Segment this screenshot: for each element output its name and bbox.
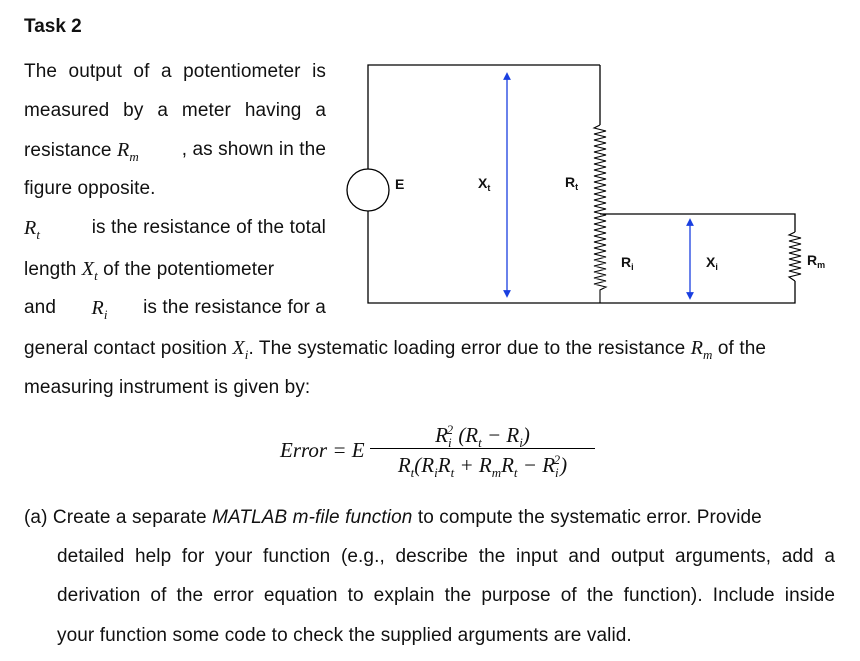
- text: t: [487, 183, 491, 193]
- math-X: X: [81, 258, 95, 280]
- math-R: R: [91, 297, 104, 319]
- math-sub: i: [244, 347, 249, 362]
- math-sub: t: [36, 227, 41, 242]
- text: to compute the systematic error. Provide: [412, 507, 762, 528]
- text: is the resistance of the total: [91, 217, 326, 238]
- math-sub: m: [129, 149, 139, 164]
- text: R: [621, 254, 632, 270]
- wire-bottom: [368, 211, 600, 303]
- math-R: R: [690, 337, 704, 359]
- text: resistance: [24, 140, 117, 161]
- label-xi: [706, 254, 718, 272]
- eq-denominator: $R_t(R_iR_t + R_mR_t - R_i^2)$: [397, 452, 568, 481]
- wire-tap: [600, 214, 795, 232]
- text: , as shown in the: [181, 139, 326, 160]
- math-sub: m: [703, 347, 713, 362]
- text: R: [807, 252, 818, 268]
- label-ri: [621, 254, 634, 272]
- text: . The systematic loading error due to the resistance: [248, 338, 691, 359]
- math-sub: t: [94, 268, 98, 283]
- part-a-line-3: derivation of the error equation to explain the purpose of the function). Include inside: [57, 585, 835, 606]
- eq-lhs: Error = E: [280, 438, 365, 462]
- text: m: [817, 260, 826, 270]
- text: t: [575, 182, 579, 192]
- math-X: X: [232, 337, 245, 359]
- math-R: R: [116, 139, 130, 161]
- para-line-9: measuring instrument is given by:: [24, 377, 311, 398]
- meter-resistor: [789, 232, 801, 281]
- text: and: [24, 297, 57, 318]
- eq-numerator: $R_i^2$ $(R_t - R_i)$: [435, 422, 530, 451]
- text: i: [631, 262, 634, 272]
- source-circle: [347, 169, 389, 211]
- text: X: [706, 254, 716, 270]
- wire-top: [368, 65, 600, 169]
- label-rt: [565, 174, 578, 192]
- text: X: [478, 175, 488, 191]
- wire-rm-bottom: [600, 281, 795, 303]
- para-line-1: The output of a potentiometer is: [24, 61, 326, 82]
- text: is the resistance for a: [143, 297, 326, 318]
- text: i: [715, 262, 718, 272]
- text: (a) Create a separate: [24, 507, 213, 528]
- para-line-2: measured by a meter having a: [24, 100, 326, 121]
- text: of the potentiometer: [97, 259, 275, 280]
- part-a-line-2: detailed help for your function (e.g., describe the input and output arguments, add a: [57, 546, 835, 567]
- para-line-4: figure opposite.: [24, 178, 156, 199]
- potentiometer-resistor: [594, 125, 606, 303]
- math-R: R: [24, 217, 37, 239]
- text: general contact position: [24, 338, 233, 359]
- math-sub: i: [103, 307, 108, 322]
- part-a-line-4: your function some code to check the supplied arguments are valid.: [57, 625, 632, 646]
- task-title: Task 2: [24, 16, 82, 37]
- text: of the: [712, 338, 767, 359]
- text: length: [24, 259, 82, 280]
- label-e: E: [395, 176, 405, 192]
- label-xt: [478, 175, 490, 193]
- label-rm: [807, 252, 825, 270]
- matlab-emphasis: MATLAB m-file function: [212, 507, 413, 528]
- text: R: [565, 174, 576, 190]
